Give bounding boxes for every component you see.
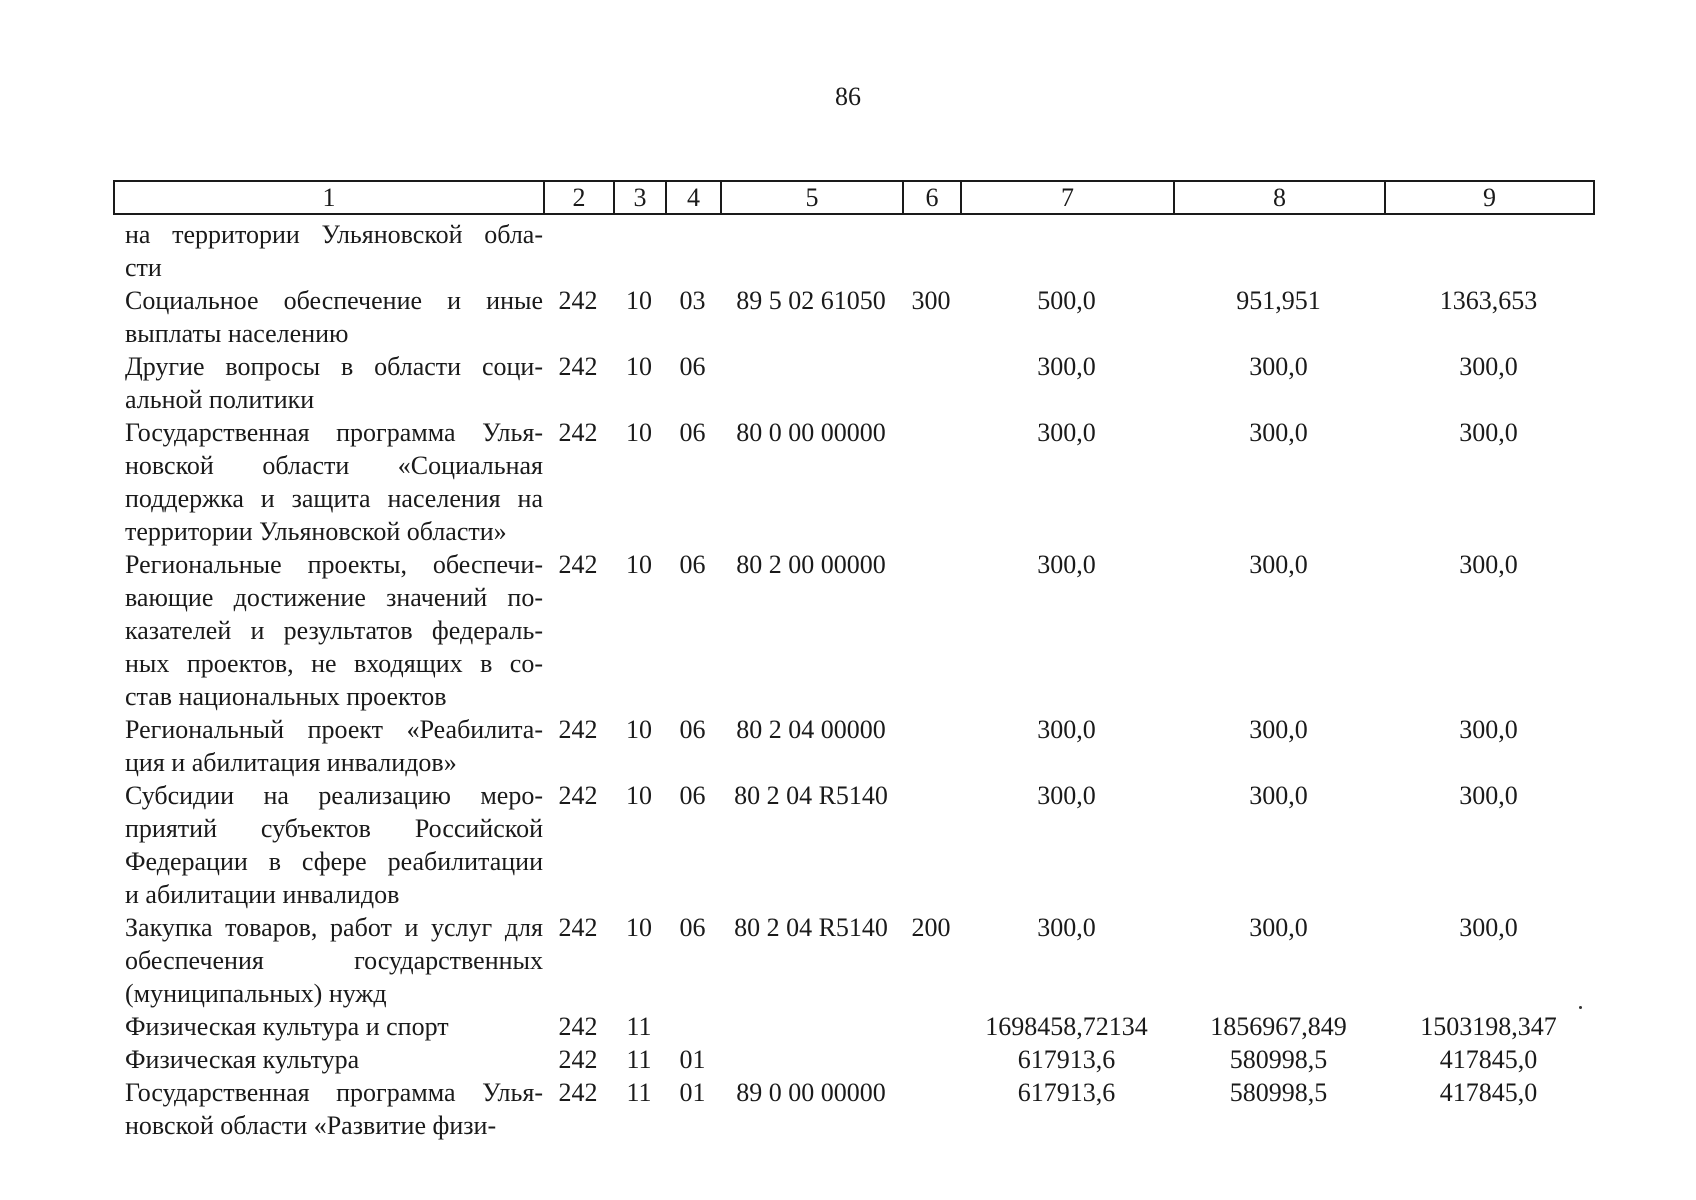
section-code-cell: 10 — [626, 418, 652, 447]
row-name-line: (муниципальных) нужд — [125, 979, 387, 1008]
amount-year3-cell: 300,0 — [1459, 418, 1518, 447]
section-code-cell: 11 — [626, 1012, 652, 1041]
row-name-line: вающие достижение значений по- — [125, 583, 543, 612]
column-header-2: 2 — [544, 181, 614, 214]
row-name-cell — [113, 779, 543, 911]
row-name-line: и абилитации инвалидов — [125, 880, 400, 909]
subsection-code-cell: 01 — [679, 1045, 706, 1074]
table-row — [113, 779, 1593, 911]
amount-year2-cell: 580998,5 — [1229, 1078, 1328, 1107]
row-name-line: Региональные проекты, обеспечи- — [125, 550, 543, 579]
row-name-line: обеспечения государственных — [125, 946, 543, 975]
row-name-line: ных проектов, не входящих в со- — [125, 649, 543, 678]
row-name-line: сти — [125, 253, 162, 282]
target-article-cell: 80 2 00 00000 — [736, 550, 886, 579]
row-name-line: Социальное обеспечение и иные — [125, 286, 543, 315]
column-header-5: 5 — [721, 181, 903, 214]
row-name-cell — [113, 350, 543, 416]
row-name-line: Физическая культура и спорт — [125, 1012, 449, 1041]
amount-year1-cell: 300,0 — [1037, 715, 1096, 744]
row-name-cell — [113, 1043, 543, 1076]
amount-year2-cell: 300,0 — [1249, 781, 1308, 810]
section-code-cell: 10 — [626, 352, 652, 381]
subsection-code-cell: 06 — [679, 550, 706, 579]
row-name-line: территории Ульяновской области» — [125, 517, 507, 546]
subsection-code-cell: 06 — [679, 913, 706, 942]
subsection-code-cell: 06 — [679, 418, 706, 447]
target-article-cell: 89 0 00 00000 — [736, 1078, 886, 1107]
amount-year1-cell: 300,0 — [1037, 418, 1096, 447]
section-code-cell: 11 — [626, 1078, 652, 1107]
row-name-cell — [113, 1010, 543, 1043]
department-code-cell: 242 — [558, 352, 598, 381]
department-code-cell: 242 — [558, 715, 598, 744]
amount-year1-cell: 617913,6 — [1017, 1045, 1116, 1074]
amount-year1-cell: 300,0 — [1037, 913, 1096, 942]
amount-year2-cell: 580998,5 — [1229, 1045, 1328, 1074]
target-article-cell: 80 0 00 00000 — [736, 418, 886, 447]
row-name-line: Региональный проект «Реабилита- — [125, 715, 543, 744]
amount-year2-cell: 300,0 — [1249, 550, 1308, 579]
table-row — [113, 1043, 1593, 1076]
expense-type-cell: 200 — [911, 913, 951, 942]
amount-year2-cell: 300,0 — [1249, 352, 1308, 381]
amount-year3-cell: 1363,653 — [1439, 286, 1538, 315]
column-header-6: 6 — [903, 181, 961, 214]
table-row — [113, 548, 1593, 713]
budget-table-body — [113, 218, 1593, 1142]
column-header-9: 9 — [1385, 181, 1594, 214]
table-row — [113, 911, 1593, 1010]
department-code-cell: 242 — [558, 418, 598, 447]
target-article-cell: 80 2 04 00000 — [736, 715, 886, 744]
amount-year3-cell: 300,0 — [1459, 352, 1518, 381]
amount-year2-cell: 1856967,849 — [1210, 1012, 1347, 1041]
amount-year1-cell: 617913,6 — [1017, 1078, 1116, 1107]
department-code-cell: 242 — [558, 1012, 598, 1041]
amount-year3-cell: 417845,0 — [1439, 1078, 1538, 1107]
department-code-cell: 242 — [558, 550, 598, 579]
target-article-cell: 80 2 04 R5140 — [734, 781, 888, 810]
amount-year1-cell: 300,0 — [1037, 352, 1096, 381]
amount-year2-cell: 300,0 — [1249, 418, 1308, 447]
row-name-line: Закупка товаров, работ и услуг для — [125, 913, 543, 942]
target-article-cell: 80 2 04 R5140 — [734, 913, 888, 942]
column-header-8: 8 — [1174, 181, 1385, 214]
row-name-line: став национальных проектов — [125, 682, 447, 711]
table-row — [113, 350, 1593, 416]
row-name-cell — [113, 416, 543, 548]
subsection-code-cell: 06 — [679, 781, 706, 810]
amount-year3-cell: 300,0 — [1459, 781, 1518, 810]
subsection-code-cell: 01 — [679, 1078, 706, 1107]
row-name-cell — [113, 218, 543, 284]
column-header-4: 4 — [666, 181, 721, 214]
row-name-line: выплаты населению — [125, 319, 349, 348]
row-name-cell — [113, 548, 543, 713]
amount-year3-cell: 417845,0 — [1439, 1045, 1538, 1074]
amount-year2-cell: 300,0 — [1249, 715, 1308, 744]
column-header-3: 3 — [614, 181, 666, 214]
row-name-line: Другие вопросы в области соци- — [125, 352, 543, 381]
row-name-cell — [113, 911, 543, 1010]
row-name-line: ция и абилитация инвалидов» — [125, 748, 457, 777]
table-row — [113, 284, 1593, 350]
amount-year2-cell: 300,0 — [1249, 913, 1308, 942]
table-row — [113, 416, 1593, 548]
row-name-line: Субсидии на реализацию меро- — [125, 781, 543, 810]
amount-year2-cell: 951,951 — [1236, 286, 1321, 315]
subsection-code-cell: 06 — [679, 352, 706, 381]
department-code-cell: 242 — [558, 913, 598, 942]
department-code-cell: 242 — [558, 286, 598, 315]
column-header-7: 7 — [961, 181, 1174, 214]
table-row — [113, 713, 1593, 779]
table-row — [113, 1010, 1593, 1043]
scan-speck — [1579, 1006, 1582, 1009]
row-name-line: Федерации в сфере реабилитации — [125, 847, 543, 876]
department-code-cell: 242 — [558, 1078, 598, 1107]
section-code-cell: 10 — [626, 286, 652, 315]
column-header-row — [114, 181, 1594, 214]
amount-year1-cell: 300,0 — [1037, 781, 1096, 810]
section-code-cell: 10 — [626, 781, 652, 810]
amount-year3-cell: 300,0 — [1459, 715, 1518, 744]
amount-year3-cell: 300,0 — [1459, 913, 1518, 942]
row-name-line: Государственная программа Улья- — [125, 1078, 543, 1107]
row-name-line: новской области «Социальная — [125, 451, 543, 480]
section-code-cell: 10 — [626, 550, 652, 579]
row-name-line: казателей и результатов федераль- — [125, 616, 543, 645]
subsection-code-cell: 03 — [679, 286, 706, 315]
row-name-cell — [113, 284, 543, 350]
row-name-line: приятий субъектов Российской — [125, 814, 543, 843]
target-article-cell: 89 5 02 61050 — [736, 286, 886, 315]
subsection-code-cell: 06 — [679, 715, 706, 744]
amount-year3-cell: 300,0 — [1459, 550, 1518, 579]
amount-year1-cell: 1698458,72134 — [985, 1012, 1148, 1041]
row-name-line: поддержка и защита населения на — [125, 484, 543, 513]
column-header-1: 1 — [114, 181, 544, 214]
expense-type-cell: 300 — [911, 286, 951, 315]
row-name-cell — [113, 1076, 543, 1142]
page-number: 86 — [835, 82, 861, 111]
department-code-cell: 242 — [558, 781, 598, 810]
table-row — [113, 218, 1593, 284]
column-header-table — [113, 180, 1595, 215]
section-code-cell: 10 — [626, 715, 652, 744]
amount-year3-cell: 1503198,347 — [1420, 1012, 1557, 1041]
table-row — [113, 1076, 1593, 1142]
row-name-line: на территории Ульяновской обла- — [125, 220, 543, 249]
row-name-line: Физическая культура — [125, 1045, 360, 1074]
row-name-cell — [113, 713, 543, 779]
row-name-line: альной политики — [125, 385, 315, 414]
row-name-line: Государственная программа Улья- — [125, 418, 543, 447]
section-code-cell: 11 — [626, 1045, 652, 1074]
section-code-cell: 10 — [626, 913, 652, 942]
amount-year1-cell: 300,0 — [1037, 550, 1096, 579]
row-name-line: новской области «Развитие физи- — [125, 1111, 497, 1140]
amount-year1-cell: 500,0 — [1037, 286, 1096, 315]
department-code-cell: 242 — [558, 1045, 598, 1074]
